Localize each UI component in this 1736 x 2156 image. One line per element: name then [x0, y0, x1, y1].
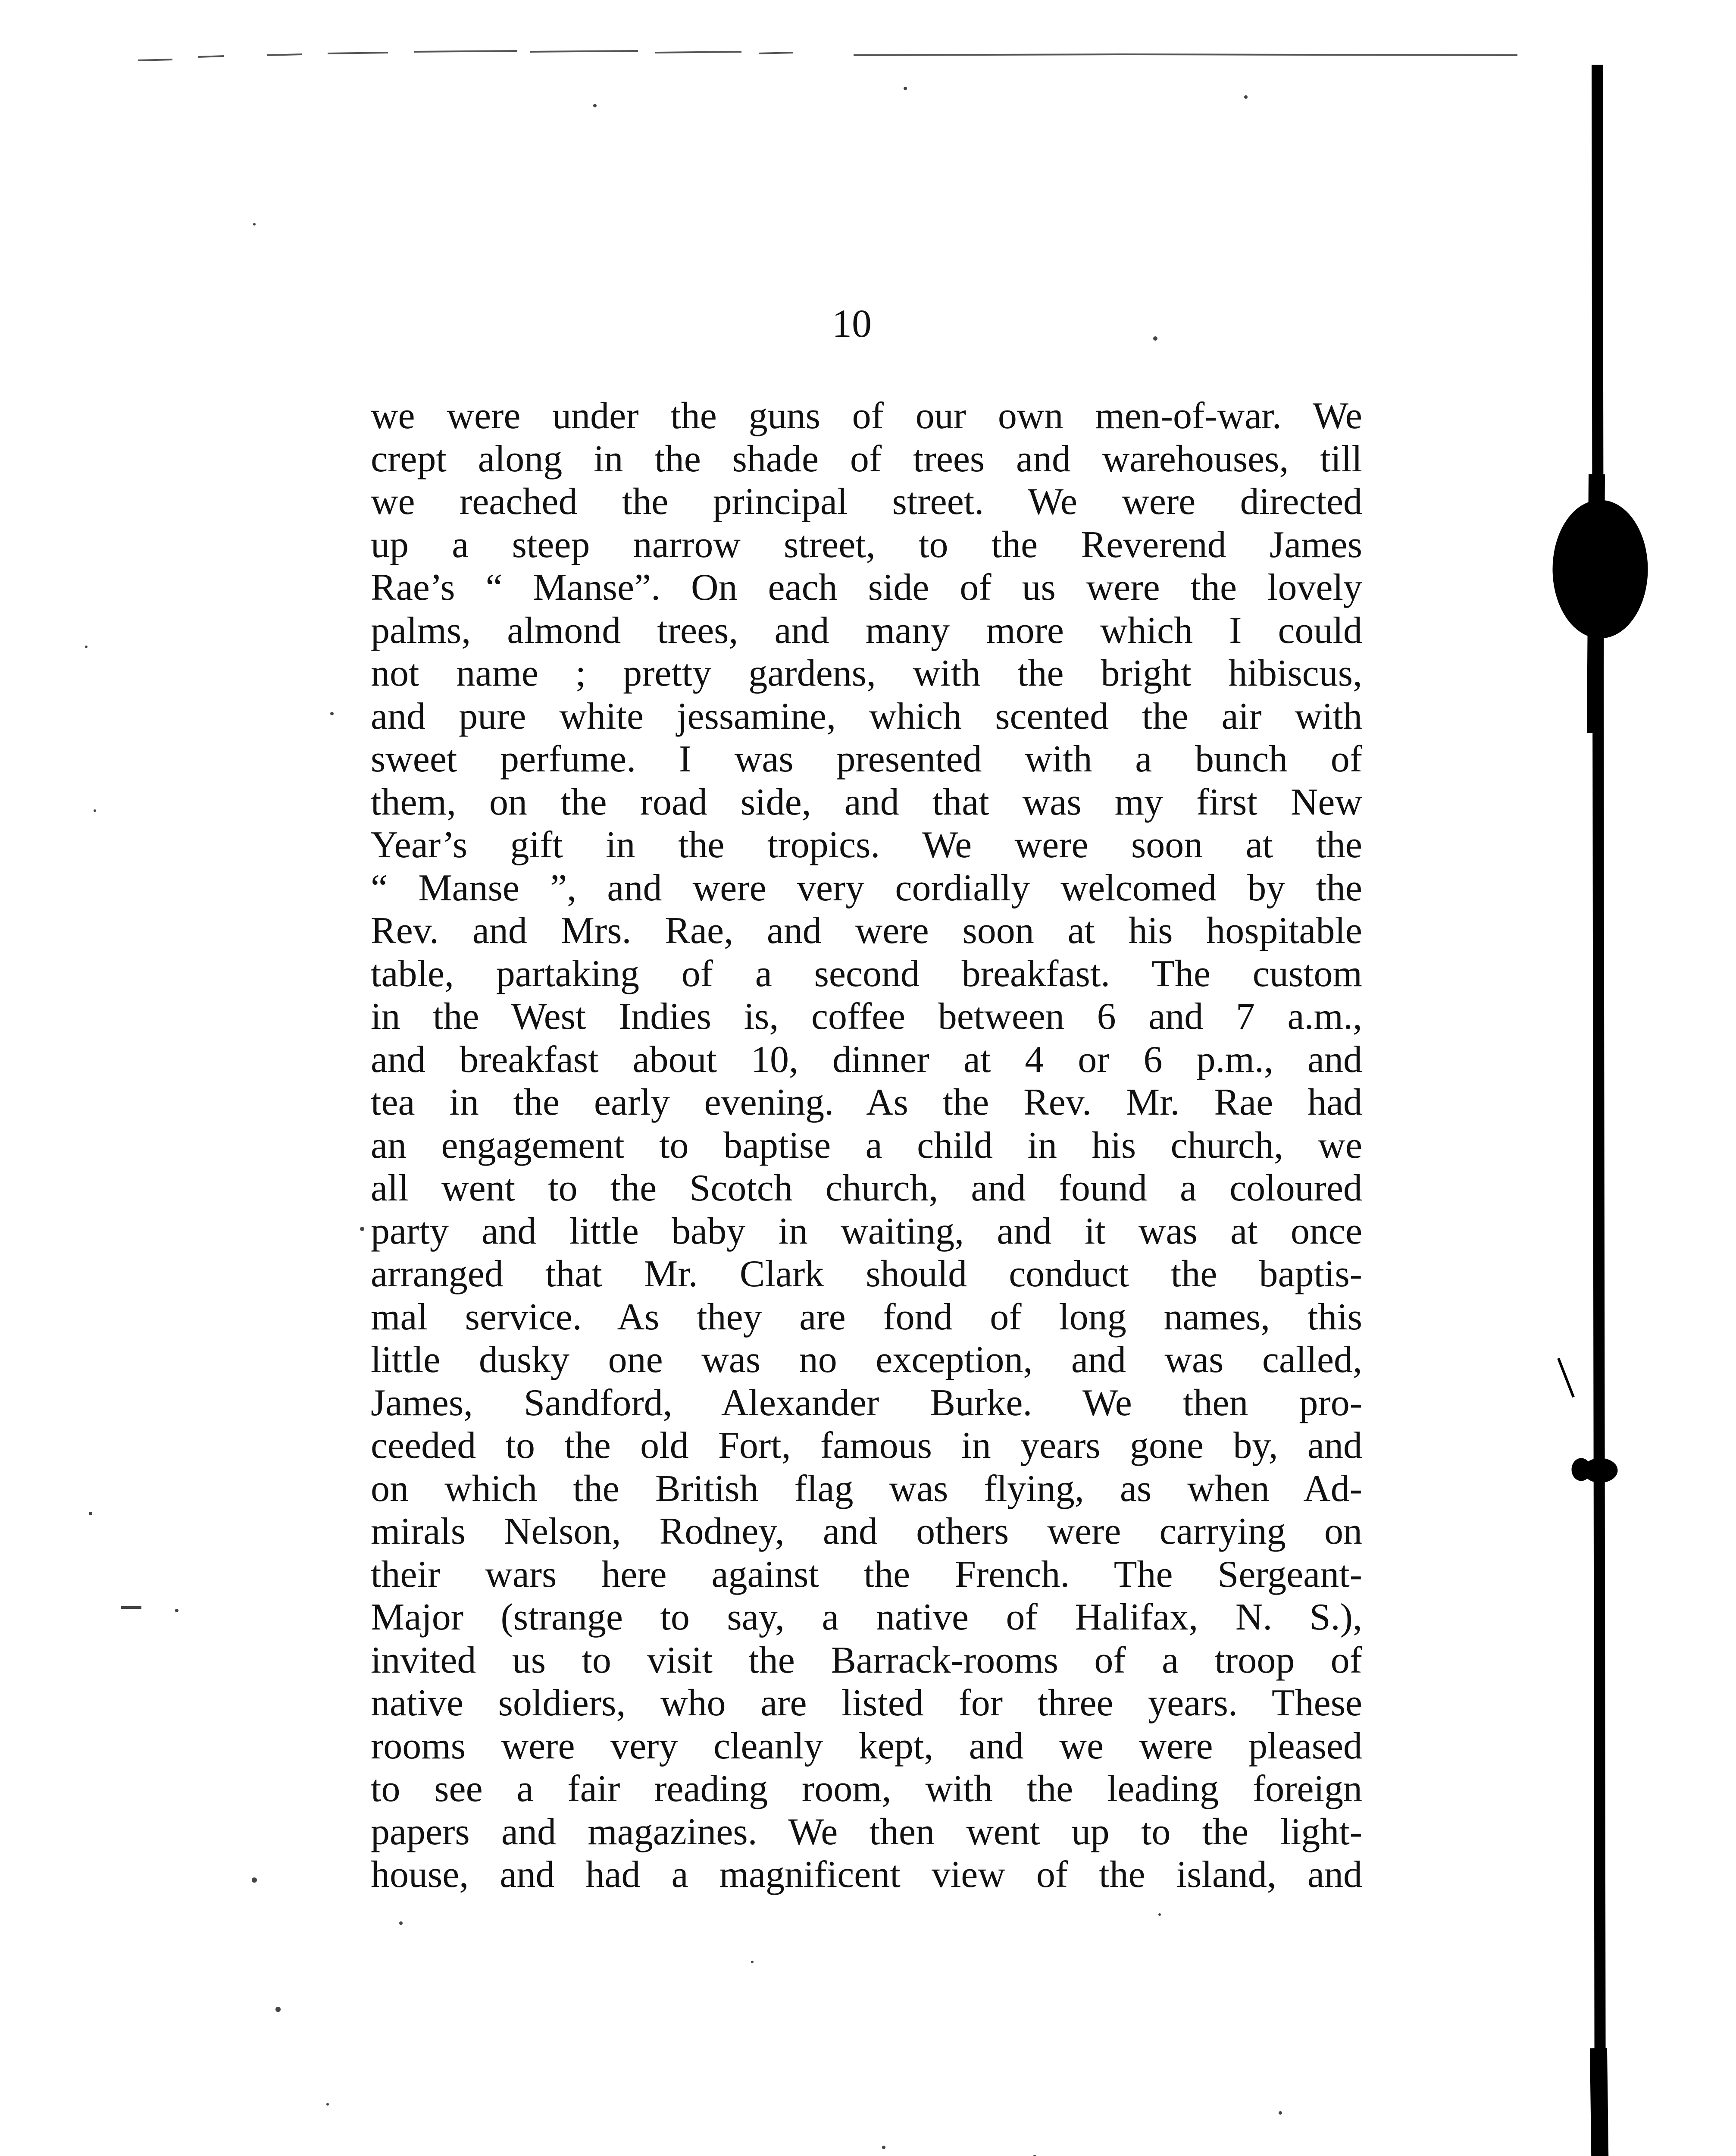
text-line: arranged that Mr. Clark should conduct the baptis- — [371, 1253, 1362, 1295]
text-line: and breakfast about 10, dinner at 4 or 6 p.m., and — [371, 1038, 1362, 1081]
text-line: Major (strange to say, a native of Halifax, N. S.), — [371, 1596, 1362, 1638]
text-line: all went to the Scotch church, and found a coloured — [371, 1167, 1362, 1209]
text-line: sweet perfume. I was presented with a bunch of — [371, 738, 1362, 780]
right-binding-line — [1553, 65, 1648, 2156]
text-line: and pure white jessamine, which scented the air with — [371, 695, 1362, 737]
text-line: in the West Indies is, coffee between 6 and 7 a.m., — [371, 996, 1362, 1037]
text-line: little dusky one was no exception, and was called, — [371, 1339, 1362, 1381]
text-line: on which the British flag was flying, as when Ad- — [371, 1467, 1362, 1510]
text-line: papers and magazines. We then went up to the light- — [371, 1811, 1362, 1853]
text-line: ceeded to the old Fort, famous in years gone by, and — [371, 1425, 1362, 1467]
top-edge-noise — [138, 51, 1517, 60]
text-line: table, partaking of a second breakfast. The custom — [371, 953, 1362, 995]
text-line: we reached the principal street. We were directed — [371, 481, 1362, 523]
text-line: rooms were very cleanly kept, and we were pleased — [371, 1725, 1362, 1767]
text-line: up a steep narrow street, to the Reverend James — [371, 523, 1362, 566]
text-line: their wars here against the French. The Sergeant- — [371, 1553, 1362, 1595]
text-line: James, Sandford, Alexander Burke. We then pro- — [371, 1382, 1362, 1424]
text-line: invited us to visit the Barrack-rooms of a troop of — [371, 1639, 1362, 1681]
text-line: an engagement to baptise a child in his church, we — [371, 1124, 1362, 1166]
text-line: mirals Nelson, Rodney, and others were carrying on — [371, 1510, 1362, 1552]
text-line: Rae’s “ Manse”. On each side of us were the lovely — [371, 567, 1362, 608]
text-line: crept along in the shade of trees and warehouses, till — [371, 438, 1362, 480]
body-text — [371, 395, 1362, 1896]
text-line: native soldiers, who are listed for three years. These — [371, 1682, 1362, 1724]
text-line: to see a fair reading room, with the leading foreign — [371, 1768, 1362, 1810]
text-line: mal service. As they are fond of long names, this — [371, 1296, 1362, 1338]
text-line: them, on the road side, and that was my first New — [371, 781, 1362, 823]
text-line: we were under the guns of our own men-of-war. We — [371, 395, 1362, 437]
text-line: Year’s gift in the tropics. We were soon at the — [371, 824, 1362, 866]
text-line: “ Manse ”, and were very cordially welcomed by the — [371, 867, 1362, 909]
text-line: tea in the early evening. As the Rev. Mr. Rae had — [371, 1081, 1362, 1123]
text-line: party and little baby in waiting, and it was at once — [371, 1210, 1362, 1252]
text-line: Rev. and Mrs. Rae, and were soon at his hospitable — [371, 910, 1362, 952]
text-line: not name ; pretty gardens, with the bright hibiscus, — [371, 652, 1362, 694]
text-line: palms, almond trees, and many more which I could — [371, 609, 1362, 652]
page-number: 10 — [832, 301, 872, 345]
text-line: house, and had a magnificent view of the island, and — [371, 1854, 1362, 1896]
